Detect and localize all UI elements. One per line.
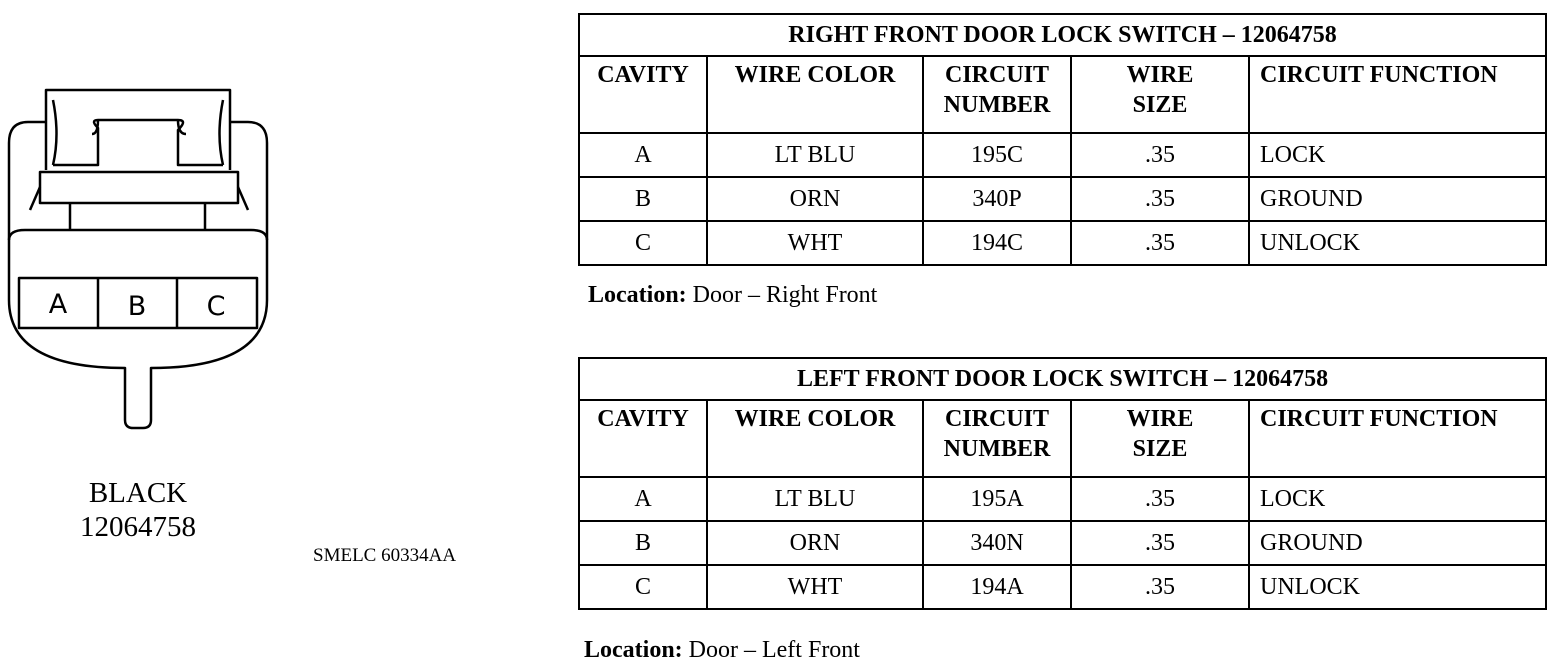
header-circuit-number [923,400,1071,477]
cell-wire-size: .35 [1071,133,1249,177]
table-row [579,133,1546,177]
right-front-pinout-table [578,13,1547,266]
cell-wire-color: LT BLU [707,133,923,177]
cell-cavity: A [579,133,707,177]
cell-wire-color: ORN [707,521,923,565]
header-wire-color: WIRE COLOR [707,56,923,133]
table-title: LEFT FRONT DOOR LOCK SWITCH – 12064758 [579,358,1546,400]
cell-wire-size: .35 [1071,221,1249,265]
cell-circuit-number: 195A [923,477,1071,521]
cell-circuit-function: UNLOCK [1249,221,1546,265]
cell-circuit-number: 194A [923,565,1071,609]
header-wire-size-line2: SIZE [1132,436,1188,462]
header-wire-size-line2: SIZE [1132,92,1188,118]
connector-body-outline [9,122,267,428]
location-value: Door – Left Front [688,637,860,663]
cell-circuit-number: 340N [923,521,1071,565]
header-circuit-number-line1: CIRCUIT [944,406,1049,432]
header-wire-color: WIRE COLOR [707,400,923,477]
cell-wire-size: .35 [1071,177,1249,221]
cell-circuit-function: GROUND [1249,521,1546,565]
figure-id: SMELC 60334AA [313,545,457,566]
header-circuit-number [923,56,1071,133]
header-circuit-number-line2: NUMBER [943,436,1051,462]
cell-wire-color: WHT [707,565,923,609]
table-row [579,177,1546,221]
location-value: Door – Right Front [692,282,878,308]
header-circuit-number-line1: CIRCUIT [944,62,1049,88]
cell-wire-size: .35 [1071,565,1249,609]
cell-wire-color: LT BLU [707,477,923,521]
table-row [579,565,1546,609]
cell-circuit-function: LOCK [1249,477,1546,521]
connector-latch-notch [53,120,223,165]
table-row [579,221,1546,265]
header-wire-size-line1: WIRE [1126,62,1194,88]
table-row [579,477,1546,521]
table-row [579,521,1546,565]
cell-wire-size: .35 [1071,477,1249,521]
location-left-front [584,637,860,664]
cell-cavity: B [579,521,707,565]
cavity-label-a: A [48,289,68,320]
connector-diagram [0,80,280,440]
cell-wire-size: .35 [1071,521,1249,565]
header-cavity: CAVITY [579,56,707,133]
left-front-pinout-table [578,357,1547,610]
header-circuit-function: CIRCUIT FUNCTION [1249,400,1546,477]
cell-circuit-function: UNLOCK [1249,565,1546,609]
cell-circuit-number: 340P [923,177,1071,221]
cell-wire-color: WHT [707,221,923,265]
location-label: Location: [588,282,687,308]
cavity-label-c: C [206,291,226,322]
header-cavity: CAVITY [579,400,707,477]
header-circuit-number-line2: NUMBER [943,92,1051,118]
header-circuit-function: CIRCUIT FUNCTION [1249,56,1546,133]
cell-cavity: B [579,177,707,221]
location-label: Location: [584,637,683,663]
header-wire-size-line1: WIRE [1126,406,1194,432]
connector-latch [46,90,230,122]
cell-circuit-function: GROUND [1249,177,1546,221]
cell-cavity: C [579,565,707,609]
header-wire-size [1071,56,1249,133]
cell-circuit-number: 194C [923,221,1071,265]
cell-circuit-number: 195C [923,133,1071,177]
cell-circuit-function: LOCK [1249,133,1546,177]
cell-cavity: A [579,477,707,521]
cell-cavity: C [579,221,707,265]
table-title: RIGHT FRONT DOOR LOCK SWITCH – 12064758 [579,14,1546,56]
header-wire-size [1071,400,1249,477]
cell-wire-color: ORN [707,177,923,221]
connector-color-label: BLACK [88,477,188,509]
connector-part-number: 12064758 [80,511,196,543]
cavity-label-b: B [127,291,147,322]
location-right-front [588,282,877,309]
connector-band [40,172,238,203]
